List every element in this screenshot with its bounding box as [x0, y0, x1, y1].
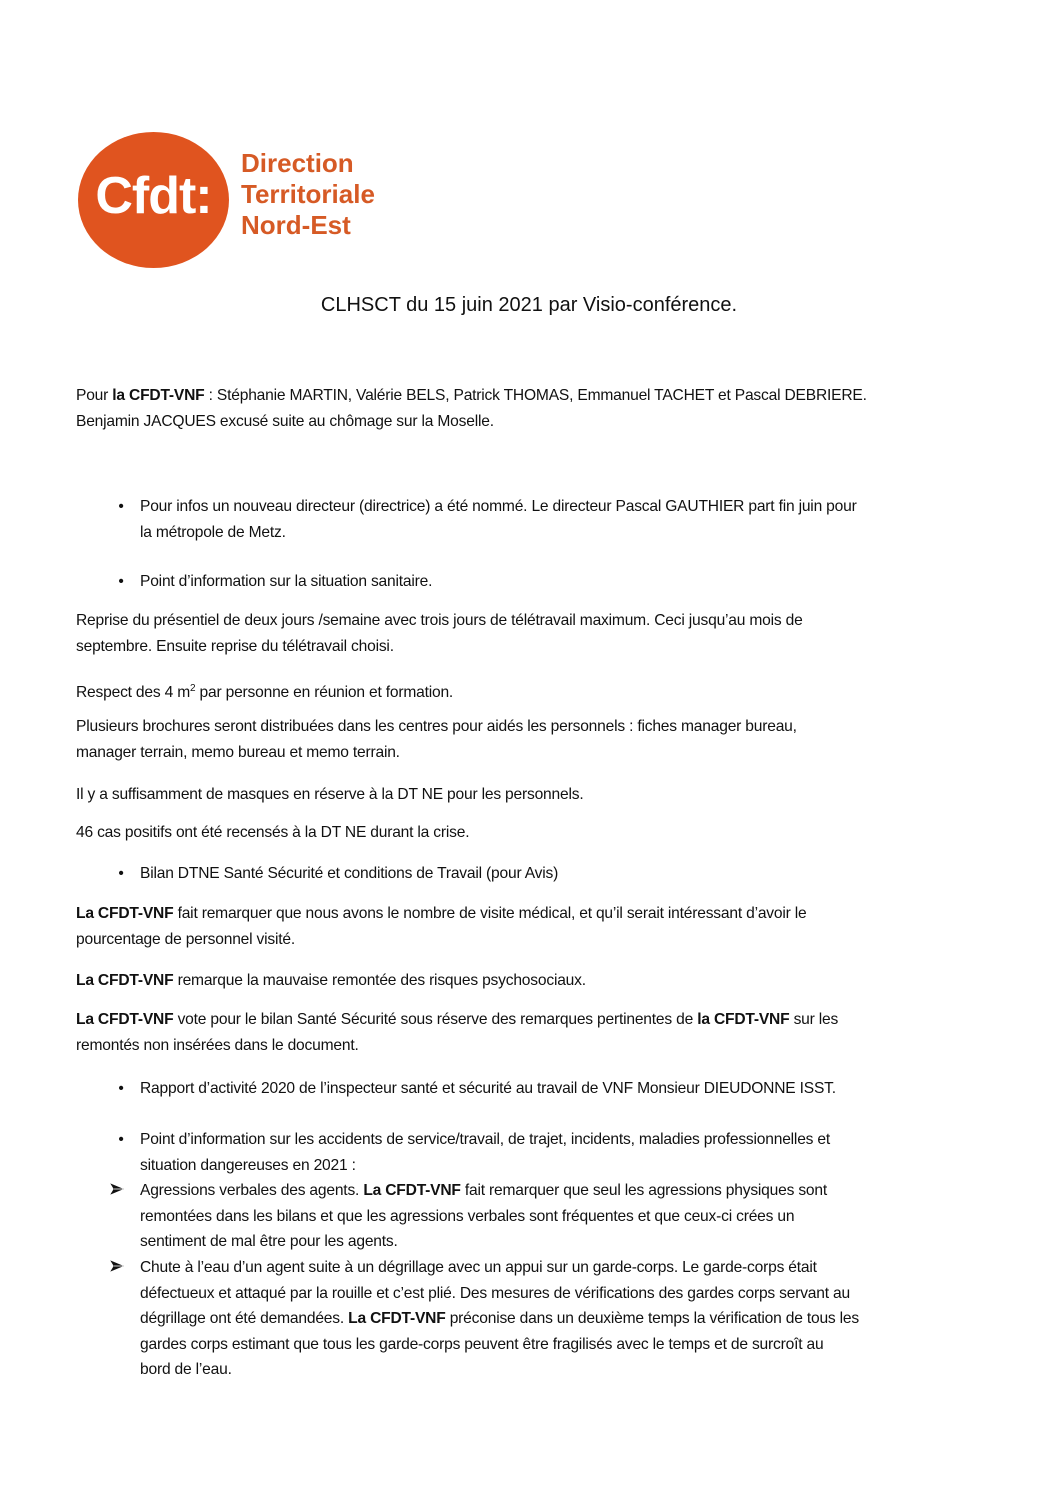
attendees-list: : Stéphanie MARTIN, Valérie BELS, Patrick THOMAS, Emmanuel TACHET et Pascal DEBRIERE.	[204, 387, 867, 404]
arrow-item-line	[140, 1306, 986, 1332]
arrow-bullet-icon	[108, 1178, 126, 1204]
paragraph-line	[76, 901, 986, 927]
bullet-item-inspector-report	[76, 1076, 986, 1102]
paragraph-line: Plusieurs brochures seront distribuées dans les centres pour aidés les personnels : fiches manager bureau,	[76, 718, 797, 735]
paragraph-line: pourcentage de personnel visité.	[76, 930, 295, 948]
org-name: la CFDT-VNF	[112, 387, 205, 404]
paragraph-masks: Il y a suffisamment de masques en réserve à la DT NE pour les personnels.	[76, 786, 584, 803]
bullet-text-line: Pour infos un nouveau directeur (directrice) a été nommé. Le directeur Pascal GAUTHIER part fin juin pour	[140, 498, 857, 515]
attendees-line-1	[76, 383, 986, 409]
org-name: la CFDT-VNF	[697, 1011, 790, 1028]
paragraph-positive-cases: 46 cas positifs ont été recensés à la DT NE durant la crise.	[76, 824, 470, 841]
org-name: La CFDT-VNF	[76, 905, 174, 922]
logo-mark: Cfdt:	[95, 167, 212, 225]
arrow-bullet-icon	[108, 1255, 126, 1281]
paragraph-presence	[76, 608, 986, 659]
paragraph-text: sur les	[789, 1011, 839, 1028]
bullet-icon: •	[118, 573, 124, 590]
attendees-prefix: Pour	[76, 387, 113, 404]
arrow-item-text: préconise dans un deuxième temps la vérification de tous les	[445, 1310, 859, 1327]
paragraph-brochures	[76, 714, 986, 765]
arrow-item-text: fait remarquer que seul les agressions physiques sont	[460, 1182, 828, 1199]
bullet-text: Bilan DTNE Santé Sécurité et conditions de Travail (pour Avis)	[140, 865, 559, 882]
bullet-icon: •	[118, 865, 124, 882]
paragraph-line: remontés non insérées dans le document.	[76, 1036, 359, 1054]
paragraph-line	[76, 1007, 986, 1033]
paragraph-line: Reprise du présentiel de deux jours /semaine avec trois jours de télétravail maximum. Ceci jusqu’au mois de	[76, 612, 803, 629]
org-name: La CFDT-VNF	[76, 972, 174, 989]
logo-line-nord-est: Nord-Est	[241, 210, 351, 240]
bullet-item-health-safety-report	[76, 861, 986, 887]
arrow-item-text: Agressions verbales des agents.	[140, 1182, 364, 1199]
bullet-item-sanitary-situation	[76, 569, 986, 595]
bullet-text-line: la métropole de Metz.	[140, 523, 286, 541]
logo-organization-name	[241, 148, 375, 241]
bullet-text-line: Point d’information sur les accidents de service/travail, de trajet, incidents, maladies professionnelles et	[140, 1131, 831, 1148]
arrow-item-text: dégrillage ont été demandées.	[140, 1310, 349, 1327]
org-name: La CFDT-VNF	[76, 1011, 174, 1028]
arrow-item-line: sentiment de mal être pour les agents.	[140, 1233, 398, 1250]
paragraph-line: manager terrain, memo bureau et memo terrain.	[76, 743, 400, 761]
cfdt-logo	[78, 132, 408, 272]
paragraph-text: Respect des 4 m	[76, 684, 191, 702]
org-name: La CFDT-VNF	[348, 1310, 446, 1327]
bullet-text: Point d’information sur la situation sanitaire.	[140, 573, 433, 590]
bullet-icon: •	[118, 498, 124, 515]
arrow-item-line: bord de l’eau.	[140, 1361, 232, 1378]
paragraph-medical-visits	[76, 901, 986, 952]
paragraph-psychosocial-risks	[76, 968, 986, 994]
logo-line-direction: Direction	[241, 148, 354, 178]
paragraph-text: par personne en réunion et formation.	[195, 684, 454, 702]
arrow-item-line: Chute à l’eau d’un agent suite à un dégrillage avec un appui sur un garde-corps. Le garde-corps était	[140, 1259, 817, 1276]
arrow-item-line: défectueux et attaqué par la rouille et c’est plié. Des mesures de vérifications des gardes corps servant au	[140, 1284, 850, 1302]
paragraph-distance	[76, 676, 986, 706]
bullet-item-accidents	[76, 1127, 986, 1178]
bullet-text: Rapport d’activité 2020 de l’inspecteur santé et sécurité au travail de VNF Monsieur DIEUDONNE ISST.	[140, 1080, 836, 1097]
logo-line-territoriale: Territoriale	[241, 179, 375, 209]
attendees-paragraph	[76, 383, 986, 434]
arrow-item-line: remontées dans les bilans et que les agressions verbales sont fréquentes et que ceux-ci crées un	[140, 1207, 795, 1225]
bullet-text-line: situation dangereuses en 2021 :	[140, 1156, 356, 1174]
arrow-item-verbal-aggressions	[76, 1178, 986, 1255]
paragraph-text: vote pour le bilan Santé Sécurité sous réserve des remarques pertinentes de	[173, 1011, 698, 1028]
paragraph-vote	[76, 1007, 986, 1058]
attendees-line-2: Benjamin JACQUES excusé suite au chômage sur la Moselle.	[76, 412, 494, 430]
paragraph-line: septembre. Ensuite reprise du télétravail choisi.	[76, 637, 394, 655]
bullet-icon: •	[118, 1131, 124, 1148]
superscript: 2	[190, 683, 196, 694]
paragraph-text: fait remarquer que nous avons le nombre de visite médical, et qu’il serait intéressant d’avoir le	[173, 905, 807, 922]
org-name: La CFDT-VNF	[363, 1182, 461, 1199]
arrow-item-fall-into-water	[76, 1255, 986, 1383]
bullet-icon: •	[118, 1080, 124, 1097]
document-title: CLHSCT du 15 juin 2021 par Visio-conférence.	[320, 294, 738, 316]
arrow-item-line: gardes corps estimant que tous les garde-corps peuvent être fragilisés avec le temps et de surcroît au	[140, 1335, 824, 1353]
arrow-item-line	[140, 1178, 986, 1204]
bullet-item-new-director	[76, 494, 986, 545]
paragraph-text: remarque la mauvaise remontée des risques psychosociaux.	[173, 972, 586, 989]
